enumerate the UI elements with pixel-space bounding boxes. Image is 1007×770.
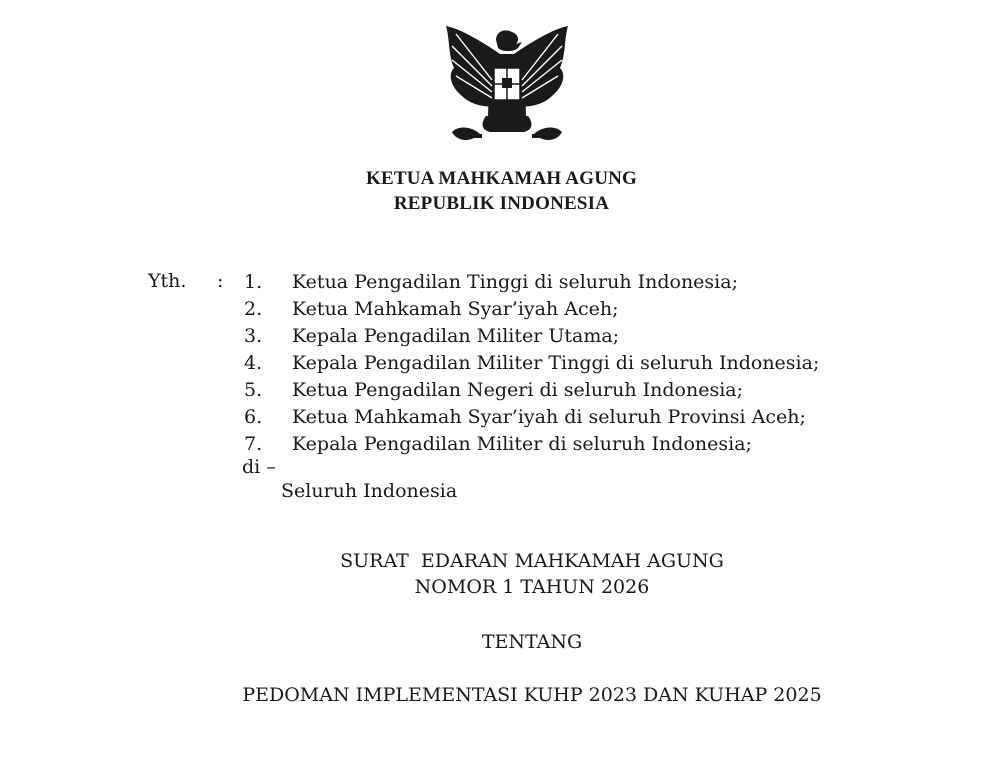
list-item [244,270,819,297]
addressee-label: Yth. [148,270,187,292]
addressee-colon: : [217,270,224,292]
document-type: SURAT EDARAN MAHKAMAH AGUNG [340,550,724,572]
institution-name: KETUA MAHKAMAH AGUNG [365,168,638,189]
list-item-text: Ketua Mahkamah Syar’iyah di seluruh Provinsi Aceh; [292,406,806,428]
garuda-emblem-icon [440,20,574,152]
list-item [244,432,819,459]
country-name: REPUBLIK INDONESIA [393,193,610,214]
list-item-text: Kepala Pengadilan Militer Utama; [292,325,620,347]
list-item-text: Kepala Pengadilan Militer Tinggi di seluruh Indonesia; [292,352,820,374]
list-item [244,297,819,324]
list-item-number: 2. [244,298,263,320]
list-item-text: Kepala Pengadilan Militer di seluruh Indonesia; [292,433,752,455]
location-text: Seluruh Indonesia [281,480,458,502]
list-item-text: Ketua Pengadilan Negeri di seluruh Indonesia; [292,379,744,401]
list-item-number: 5. [244,379,263,401]
list-item-text: Ketua Pengadilan Tinggi di seluruh Indonesia; [292,271,738,293]
list-item-number: 3. [244,325,263,347]
list-item [244,351,819,378]
list-item-number: 6. [244,406,263,428]
list-item-text: Ketua Mahkamah Syar’iyah Aceh; [292,298,619,320]
tentang-heading: TENTANG [481,631,583,653]
list-item [244,324,819,351]
document-subject: PEDOMAN IMPLEMENTASI KUHP 2023 DAN KUHAP 2025 [242,684,822,706]
location-prefix: di – [242,456,276,478]
document-number: NOMOR 1 TAHUN 2026 [414,576,650,598]
list-item-number: 4. [244,352,263,374]
list-item-number: 1. [244,271,263,293]
addressee-list [244,270,819,459]
list-item [244,378,819,405]
list-item [244,405,819,432]
list-item-number: 7. [244,433,263,455]
